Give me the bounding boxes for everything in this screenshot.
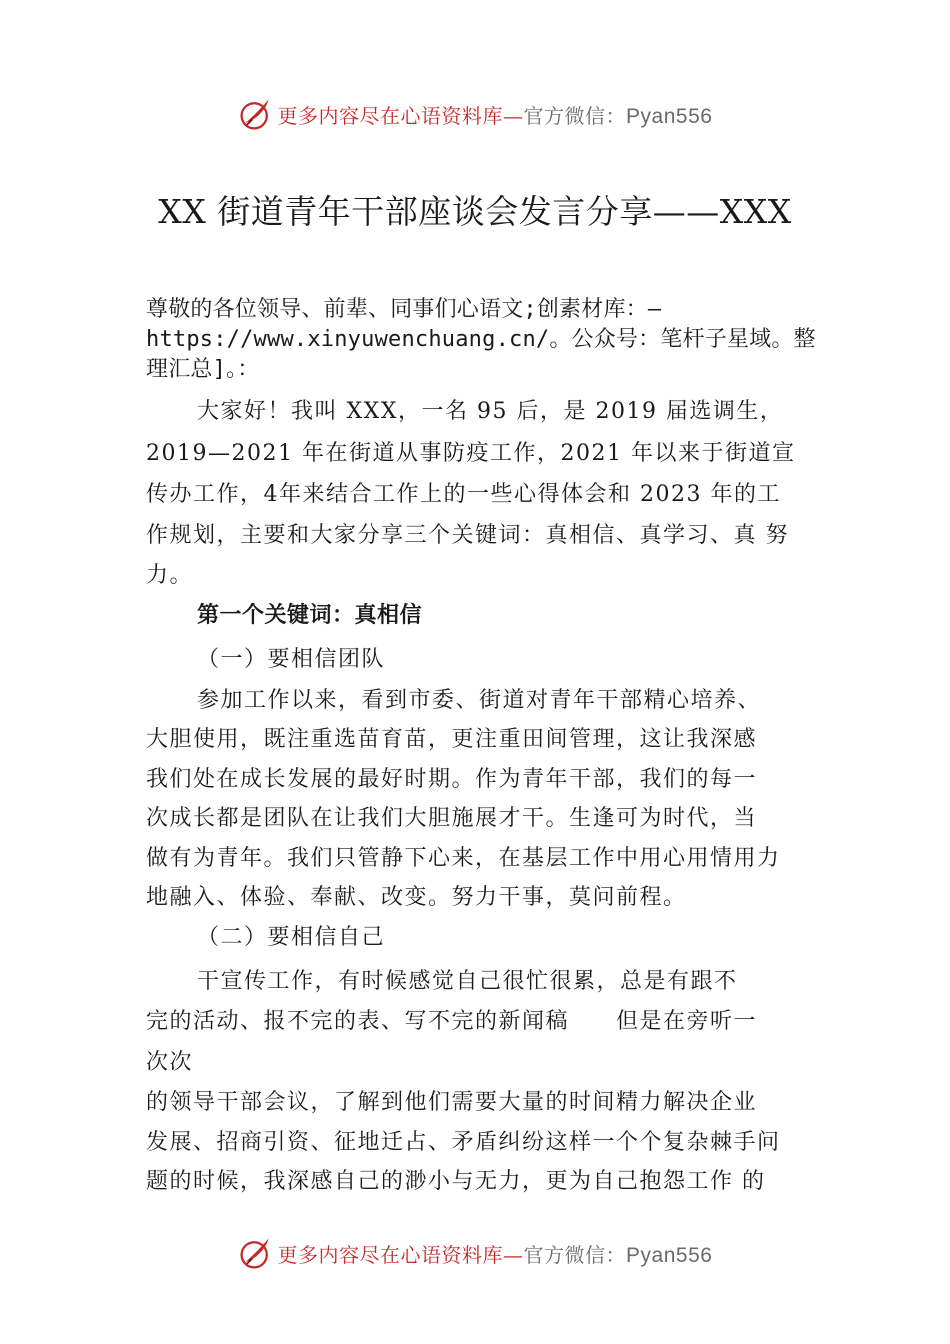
paragraph-line: 参加工作以来，看到市委、街道对青年干部精心培养、 <box>197 688 762 713</box>
paragraph-line: 发展、招商引资、征地迁占、矛盾纠纷这样一个个复杂棘手问 <box>146 1130 781 1155</box>
intro-line: 2019—2021 年在街道从事防疫工作，2021 年以来于街道宣 <box>146 441 796 466</box>
section-heading: 第一个关键词：真相信 <box>197 603 423 628</box>
banner-text <box>278 1239 713 1268</box>
paragraph-line: 大胆使用，既注重选苗育苗，更注重田间管理，这让我深感 <box>146 727 758 752</box>
salutation-line: 尊敬的各位领导、前辈、同事们心语文;创素材库：— <box>146 297 662 322</box>
footer-banner <box>0 1231 950 1275</box>
banner-text <box>278 100 713 129</box>
paragraph-line: 完的活动、报不完的表、写不完的新闻稿 但是在旁听一 <box>146 1009 758 1034</box>
subsection-heading: （二）要相信自己 <box>197 925 386 950</box>
wechat-id: Pyan556 <box>626 104 713 128</box>
intro-line: 力。 <box>146 563 194 588</box>
paragraph-line: 题的时候，我深感自己的渺小与无力，更为自己抱怨工作 的 <box>146 1169 766 1194</box>
paragraph-line: 地融入、体验、奉献、改变。努力干事，莫问前程。 <box>146 885 687 910</box>
salutation-line: 理汇总]。： <box>146 357 260 382</box>
brand-text: 更多内容尽在心语资料库 <box>277 1242 504 1267</box>
intro-line: 传办工作，4年来结合工作上的一些心得体会和 2023 年的工 <box>146 482 781 507</box>
paragraph-line: 的领导干部会议，了解到他们需要大量的时间精力解决企业 <box>146 1090 758 1115</box>
wechat-id: Pyan556 <box>626 1243 713 1267</box>
intro-line: 大家好！我叫 XXX，一名 95 后，是 2019 届选调生， <box>197 399 784 424</box>
paragraph-line: 我们处在成长发展的最好时期。作为青年干部，我们的每一 <box>146 767 758 792</box>
paragraph-line: 次次 <box>146 1050 194 1075</box>
banner-dash: — <box>503 103 524 128</box>
paragraph-line: 干宣传工作，有时候感觉自己很忙很累，总是有跟不 <box>197 969 738 994</box>
header-banner <box>0 92 950 136</box>
document-title: XX 街道青年干部座谈会发言分享——XXX <box>158 192 792 231</box>
quill-pen-logo-icon <box>238 96 274 132</box>
quill-pen-logo-icon <box>238 1235 274 1271</box>
intro-line: 作规划，主要和大家分享三个关键词：真相信、真学习、真 努 <box>146 523 789 548</box>
wechat-label: 官方微信： <box>523 103 627 128</box>
wechat-label: 官方微信： <box>523 1242 627 1267</box>
paragraph-line: 次成长都是团队在让我们大胆施展才干。生逢可为时代，当 <box>146 806 758 831</box>
salutation-line: https://www.xinyuwenchuang.cn/。公众号：笔杆子星域。整 <box>146 327 816 352</box>
banner-dash: — <box>503 1242 524 1267</box>
subsection-heading: （一）要相信团队 <box>197 647 386 672</box>
paragraph-line: 做有为青年。我们只管静下心来，在基层工作中用心用情用力 <box>146 846 781 871</box>
brand-text: 更多内容尽在心语资料库 <box>277 103 504 128</box>
